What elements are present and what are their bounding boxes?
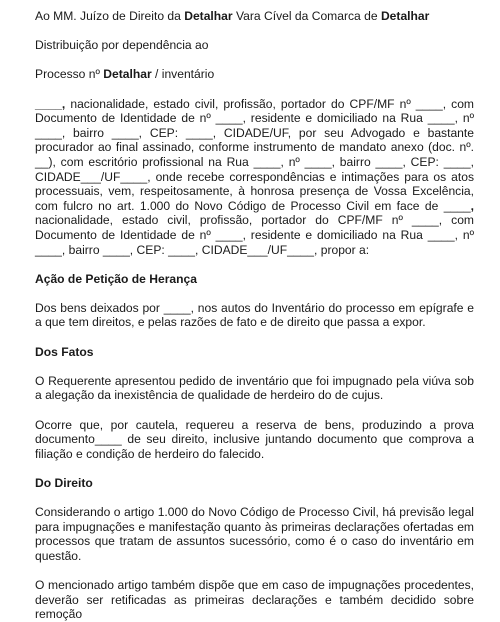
intro-paragraph: Dos bens deixados por ____, nos autos do Inventário do processo em epígrafe e a que tem direitos, e pelas razões de fato e de direito que passa a expor.: [35, 300, 474, 330]
court-address: Ao MM. Juízo de Direito da Detalhar Vara Cível da Comarca de Detalhar: [35, 9, 430, 23]
facts-paragraph-2: Ocorre que, por cautela, requereu a reserva de bens, produzindo a prova documento____ de seu direito, inclusive juntando documento que comprova a filiação e condição de herdeiro do falecido.: [35, 417, 474, 461]
facts-paragraph-1: O Requerente apresentou pedido de inventário que foi impugnado pela viúva sob a alegação da inexistência de qualidade de herdeiro do de cujus.: [35, 373, 474, 403]
law-heading: Do Direito: [35, 476, 93, 490]
law-paragraph-1: Considerando o artigo 1.000 do Novo Código de Processo Civil, há previsão legal para impugnações e manifestação quanto às primeiras declarações ofertadas em processos que tratam de assuntos sucessório, como é o caso do inventário em questão.: [35, 505, 474, 563]
party-qualification: ____, nacionalidade, estado civil, profissão, portador do CPF/MF nº ____, com Documento de Identidade de nº ____, residente e domiciliado na Rua ____, nº ____, bairro ____, CEP: ____, CIDADE/UF, por seu Advogado e bastante procurador ao final assinado, conforme instrumento de mandato anexo (doc. nº. __), com escritório profissional na Rua ____, nº ____, bairro ____, CEP: ____, CIDADE___/UF____, onde recebe correspondências e intimações para os atos processuais, vem, respeitosamente, à honrosa presença de Vossa Excelência, com fulcro no art. 1.000 do Novo Código de Processo Civil em face de ____, nacionalidade, estado civil, profissão, portador do CPF/MF nº ____, com Documento de Identidade de nº ____, residente e domiciliado na Rua ____, nº ____, bairro ____, CEP: ____, CIDADE___/UF____, propor a:: [35, 96, 474, 257]
law-paragraph-2: O mencionado artigo também dispõe que em caso de impugnações procedentes, deverão ser retificadas as primeiras declarações e também decidido sobre remoção: [35, 578, 474, 622]
process-number: Processo nº Detalhar / inventário: [35, 67, 215, 82]
facts-heading: Dos Fatos: [35, 344, 94, 359]
distribution-line: Distribuição por dependência ao: [35, 38, 209, 53]
action-title: Ação de Petição de Herança: [35, 271, 197, 286]
